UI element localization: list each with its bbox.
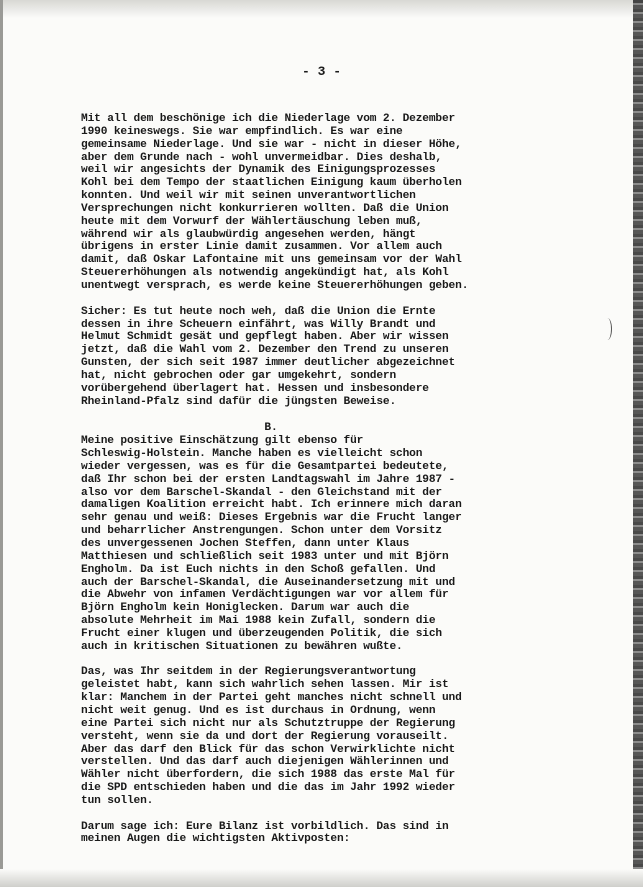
paragraph: Sicher: Es tut heute noch weh, daß die Union die Ernte dessen in ihre Scheuern einfährt, was Willy Brandt und Helmut Schmidt gesät und gepflegt haben. Aber wir wissen jetzt, daß die Wahl vom 2. Dezember den Trend zu unseren Gunsten, der sich seit 1987 immer deutlicher abgezeichnet hat, nicht gebrochen oder gar umgekehrt, sondern vorübergehend überlagert hat. Hessen und insbesondere Rheinland-Pfalz sind dafür die jüngsten Beweise. [81, 305, 456, 408]
scan-top-edge [0, 0, 643, 30]
paragraph: Mit all dem beschönige ich die Niederlage vom 2. Dezember 1990 keineswegs. Sie war empfindlich. Es war eine gemeinsame Niederlage. Und sie war - nicht in dieser Höhe, aber dem Grunde nach - wohl unvermeidbar. Dies deshalb, weil wir angesichts der Dynamik des Einigungsprozesses Kohl bei dem Tempo der staatlichen Einigung kaum überholen konnten. Und weil wir mit seinen unverantwortlichen Versprechungen nicht konkurrieren wollten. Daß die Union heute mit dem Vorwurf der Wählertäuschung leben muß, während wir als glaubwürdig angesehen werden, hängt übrigens in erster Linie damit zusammen. Vor allem auch damit, daß Oskar Lafontaine mit uns gemeinsam vor der Wahl Steuererhöhungen als notwendig angekündigt hat, als Kohl unentwegt versprach, es werde keine Steuererhöhungen geben. [81, 113, 469, 292]
scan-bottom-edge [0, 869, 643, 887]
page-number: - 3 - [301, 64, 341, 79]
body-text [81, 113, 561, 859]
scan-left-edge [0, 0, 3, 887]
paragraph: Das, was Ihr seitdem in der Regierungsverantwortung geleistet habt, kann sich wahrlich sehen lassen. Mir ist klar: Manchem in der Partei geht manches nicht schnell und nicht weit genug. Und es ist durchaus in Ordnung, wenn eine Partei sich nicht nur als Schutztruppe der Regierung versteht, wenn sie da und dort der Regierung vorauseilt. Aber das darf den Blick für das schon Verwirklichte nicht verstellen. Und das darf auch diejenigen Wählerinnen und Wähler nicht überfordern, die sich 1988 das erste Mal für die SPD entschieden haben und die das im Jahr 1992 wieder tun sollen. [81, 666, 462, 807]
paragraph: Darum sage ich: Eure Bilanz ist vorbildlich. Das sind in meinen Augen die wichtigsten Aktivposten: [81, 820, 449, 846]
scan-right-edge [633, 0, 643, 887]
paragraph: Meine positive Einschätzung gilt ebenso für Schleswig-Holstein. Manche haben es vielleicht schon wieder vergessen, was es für die Gesamtpartei bedeutete, daß Ihr schon bei der ersten Landtagswahl im Jahre 1987 - also vor dem Barschel-Skandal - den Gleichstand mit der damaligen Koalition erreicht habt. Ich erinnere mich daran sehr genau und weiß: Dieses Ergebnis war die Frucht langer und beharrlicher Anstrengungen. Schon unter dem Vorsitz des unvergessenen Jochen Steffen, dann unter Klaus Matthiesen und schließlich seit 1983 unter und mit Björn Engholm. Da ist Euch nichts in den Schoß gefallen. Und auch der Barschel-Skandal, die Auseinandersetzung mit und die Abwehr von infamen Verdächtigungen war vor allem für Björn Engholm kein Honiglecken. Darum war auch die absolute Mehrheit im Mai 1988 kein Zufall, sondern die Frucht einer klugen und überzeugenden Politik, die sich auch in kritischen Situationen zu bewähren wußte. [81, 435, 462, 653]
section-heading: B. [264, 422, 278, 435]
margin-mark [603, 318, 612, 340]
